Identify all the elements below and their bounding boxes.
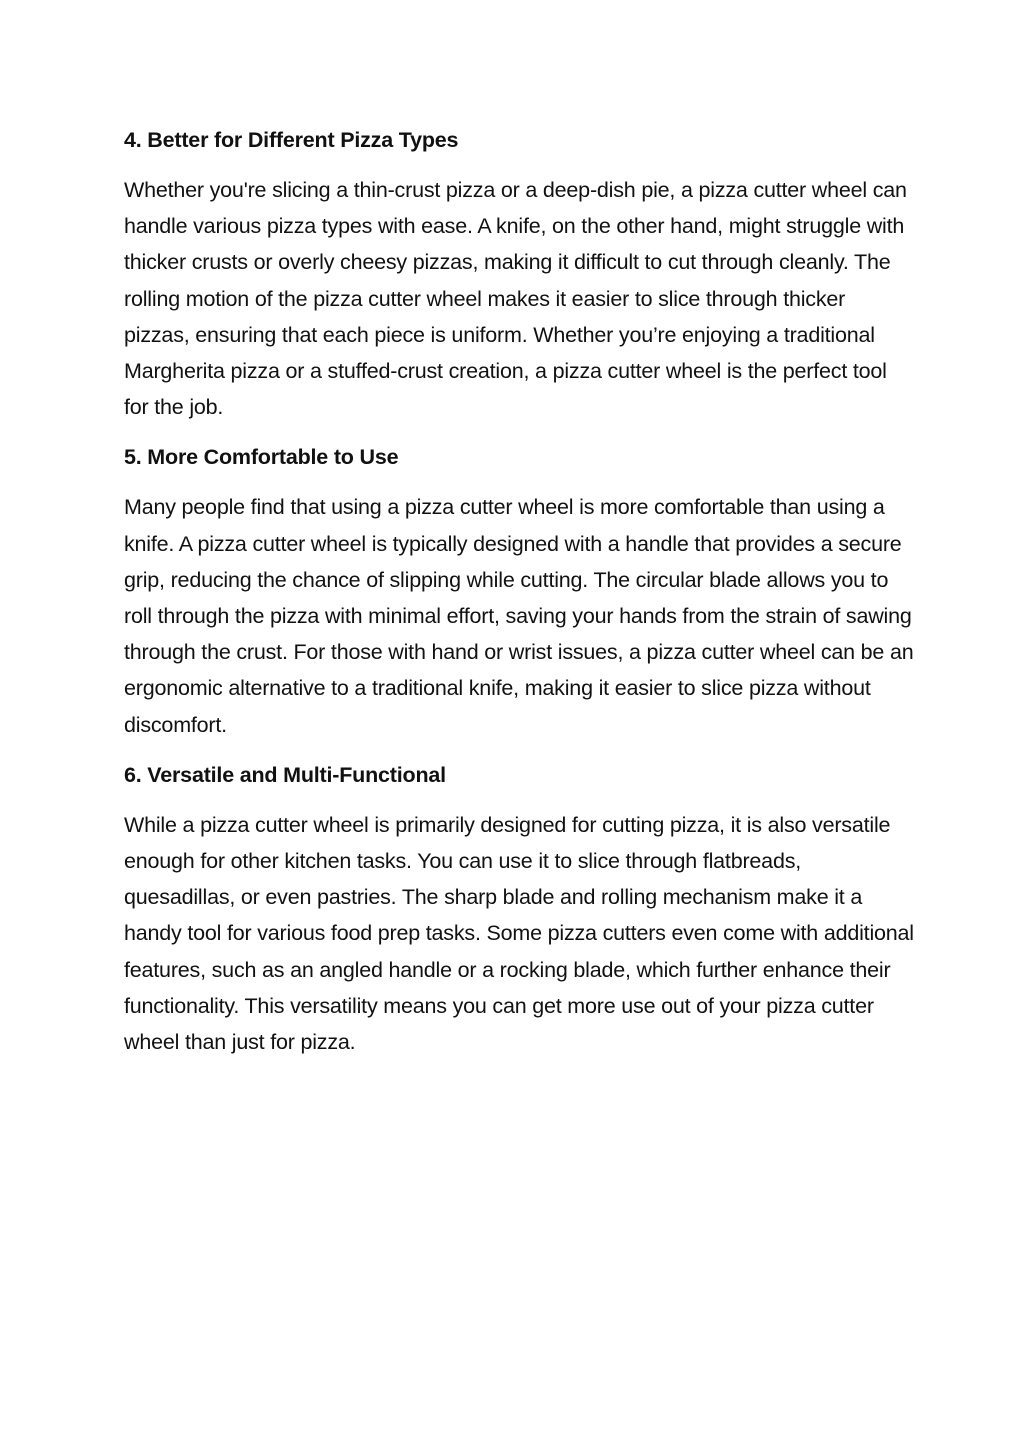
section-paragraph: Whether you're slicing a thin-crust pizza or a deep-dish pie, a pizza cutter wheel can handle various pizza types with ease. A knife, on the other hand, might struggle with thicker crusts or overly cheesy pizzas, making it difficult to cut through cleanly. The rolling motion of the pizza cutter wheel makes it easier to slice through thicker pizzas, ensuring that each piece is uniform. Whether you’re enjoying a traditional Margherita pizza or a stuffed-crust creation, a pizza cutter wheel is the perfect tool for the job.	[124, 178, 907, 420]
section-versatile	[124, 757, 914, 1060]
section-heading: 5. More Comfortable to Use	[124, 445, 399, 470]
section-heading: 6. Versatile and Multi-Functional	[124, 762, 446, 787]
document-page	[124, 122, 914, 1074]
section-paragraph: Many people find that using a pizza cutter wheel is more comfortable than using a knife. A pizza cutter wheel is typically designed with a handle that provides a secure grip, reducing the chance of slipping while cutting. The circular blade allows you to roll through the pizza with minimal effort, saving your hands from the strain of sawing through the crust. For those with hand or wrist issues, a pizza cutter wheel can be an ergonomic alternative to a traditional knife, making it easier to slice pizza without discomfort.	[124, 495, 914, 737]
section-more-comfortable	[124, 439, 914, 742]
section-paragraph: While a pizza cutter wheel is primarily designed for cutting pizza, it is also versatile enough for other kitchen tasks. You can use it to slice through flatbreads, quesadillas, or even pastries. The sharp blade and rolling mechanism make it a handy tool for various food prep tasks. Some pizza cutters even come with additional features, such as an angled handle or a rocking blade, which further enhance their functionality. This versatility means you can get more use out of your pizza cutter wheel than just for pizza.	[124, 812, 914, 1055]
section-heading: 4. Better for Different Pizza Types	[124, 128, 459, 152]
section-different-pizza-types	[124, 122, 914, 425]
